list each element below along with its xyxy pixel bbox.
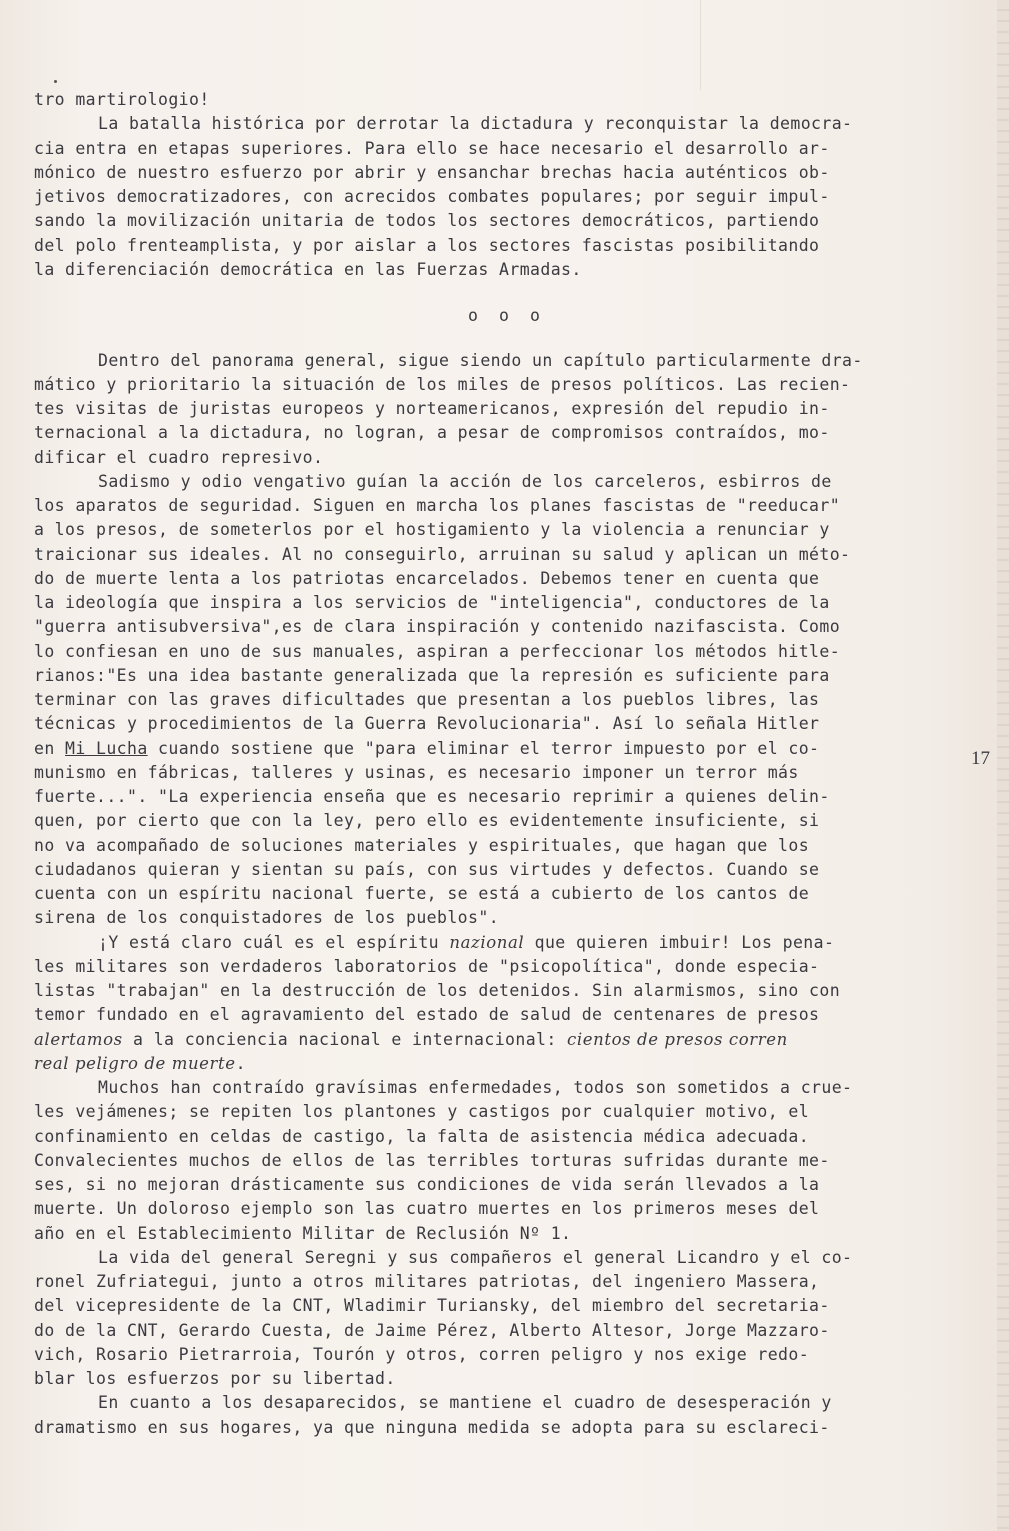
- text-line: La batalla histórica por derrotar la dictadura y reconquistar la democra-: [98, 114, 853, 134]
- text-line: cuenta con un espíritu nacional fuerte, se está a cubierto de los cantos de: [34, 884, 810, 904]
- text-line: do de la CNT, Gerardo Cuesta, de Jaime Pérez, Alberto Altesor, Jorge Mazzaro-: [34, 1320, 830, 1340]
- text-line: ronel Zufriategui, junto a otros militares patriotas, del ingeniero Massera,: [34, 1272, 820, 1292]
- paragraph-p7: [34, 1246, 984, 1392]
- emphasis-text: nazional: [449, 932, 525, 952]
- text-line: dificar el cuadro represivo.: [34, 447, 324, 467]
- text-line: rianos:"Es una idea bastante generalizada que la represión es suficiente para: [34, 665, 830, 685]
- page-edge: [997, 0, 1009, 1531]
- text-line: alertamos a la conciencia nacional e internacional: cientos de presos corren: [34, 1029, 788, 1049]
- text-line: no va acompañado de soluciones materiales y espirituales, que hagan que los: [34, 835, 810, 855]
- text-line: lo confiesan en uno de sus manuales, aspiran a perfeccionar los métodos hitle-: [34, 641, 841, 661]
- text-line: los aparatos de seguridad. Siguen en marcha los planes fascistas de "reeducar": [34, 496, 841, 516]
- text-line: jetivos democratizadores, con acrecidos combates populares; por seguir impul-: [34, 187, 830, 206]
- text-line: del vicepresidente de la CNT, Wladimir Turiansky, del miembro del secretaria-: [34, 1296, 830, 1316]
- text-line: real peligro de muerte.: [34, 1053, 246, 1073]
- ink-speck: [54, 80, 57, 83]
- text-line: tro martirologio!: [34, 90, 210, 109]
- text-line: a los presos, de someterlos por el hostigamiento y la violencia a renunciar y: [34, 520, 830, 540]
- text-line: munismo en fábricas, talleres y usinas, es necesario imponer un terror más: [34, 762, 799, 782]
- text-line: en Mi Lucha cuando sostiene que "para eliminar el terror impuesto por el co-: [34, 738, 820, 758]
- text-line: La vida del general Seregni y sus compañeros el general Licandro y el co-: [98, 1247, 853, 1267]
- underlined-title: Mi Lucha: [65, 738, 148, 758]
- paper-crease: [700, 0, 717, 90]
- text-line: mático y prioritario la situación de los miles de presos políticos. Las recien-: [34, 374, 851, 394]
- text-line: terminar con las graves dificultades que presentan a los pueblos libres, las: [34, 690, 820, 710]
- text-line: ciudadanos quieran y sientan su país, con sus virtudes y defectos. Cuando se: [34, 859, 820, 879]
- text-line: Sadismo y odio vengativo guían la acción de los carceleros, esbirros de: [98, 471, 832, 491]
- text-line: dramatismo en sus hogares, ya que ninguna medida se adopta para su esclareci-: [34, 1417, 830, 1437]
- text-line: sando la movilización unitaria de todos los sectores democráticos, partiendo: [34, 211, 820, 231]
- paragraph-p1: [34, 88, 984, 112]
- text-line: técnicas y procedimientos de la Guerra Revolucionaria". Así lo señala Hitler: [34, 714, 820, 734]
- emphasis-text: real peligro de muerte: [34, 1053, 236, 1073]
- text-line: do de muerte lenta a los patriotas encarcelados. Debemos tener en cuenta que: [34, 568, 820, 588]
- paragraph-p6: [34, 1076, 984, 1246]
- text-line: En cuanto a los desaparecidos, se mantiene el cuadro de desesperación y: [98, 1393, 832, 1413]
- text-line: les vejámenes; se repiten los plantones y castigos por cualquier motivo, el: [34, 1102, 810, 1122]
- text-line: la diferenciación democrática en las Fuerzas Armadas.: [34, 259, 582, 279]
- text-line: la ideología que inspira a los servicios de "inteligencia", conductores de la: [34, 593, 830, 613]
- text-line: vich, Rosario Pietrarroia, Tourón y otros, corren peligro y nos exige redo-: [34, 1344, 810, 1364]
- text-line: mónico de nuestro esfuerzo por abrir y ensanchar brechas hacia auténticos ob-: [34, 162, 830, 182]
- text-line: Muchos han contraído gravísimas enfermedades, todos son sometidos a crue-: [98, 1078, 853, 1098]
- text-line: muerte. Un doloroso ejemplo son las cuatro muertes en los primeros meses del: [34, 1199, 820, 1219]
- text-line: Convalecientes muchos de ellos de las terribles torturas sufridas durante me-: [34, 1150, 830, 1170]
- document-body: [34, 88, 984, 1440]
- text-line: temor fundado en el agravamiento del estado de salud de centenares de presos: [34, 1005, 820, 1025]
- text-line: confinamiento en celdas de castigo, la falta de asistencia médica adecuada.: [34, 1126, 810, 1146]
- text-line: les militares son verdaderos laboratorios de "psicopolítica", donde especia-: [34, 956, 820, 976]
- text-line: quen, por cierto que con la ley, pero ello es evidentemente insuficiente, si: [34, 811, 820, 831]
- paragraph-p5: [34, 931, 984, 1077]
- text-line: ses, si no mejoran drásticamente sus condiciones de vida serán llevados a la: [34, 1175, 820, 1195]
- text-line: cia entra en etapas superiores. Para ello se hace necesario el desarrollo ar-: [34, 138, 830, 158]
- text-line: tes visitas de juristas europeos y norteamericanos, expresión del repudio in-: [34, 399, 830, 419]
- paragraph-p2: [34, 112, 984, 282]
- text-line: traicionar sus ideales. Al no conseguirlo, arruinan su salud y aplican un méto-: [34, 544, 851, 564]
- text-line: "guerra antisubversiva",es de clara inspiración y contenido nazifascista. Como: [34, 617, 841, 637]
- paragraph-sep: [34, 304, 984, 328]
- text-line: o o o: [468, 305, 541, 325]
- text-line: Dentro del panorama general, sigue siendo un capítulo particularmente dra-: [98, 350, 863, 370]
- paragraph-p3: [34, 349, 984, 470]
- text-line: sirena de los conquistadores de los pueblos".: [34, 908, 500, 928]
- text-line: listas "trabajan" en la destrucción de los detenidos. Sin alarmismos, sino con: [34, 981, 841, 1001]
- emphasis-text: cientos de presos corren: [567, 1029, 788, 1049]
- paragraph-p8: [34, 1391, 984, 1440]
- text-line: blar los esfuerzos por su libertad.: [34, 1369, 396, 1389]
- text-line: fuerte...". "La experiencia enseña que es necesario reprimir a quienes delin-: [34, 787, 830, 807]
- text-line: ¡Y está claro cuál es el espíritu nazional que quieren imbuir! Los pena-: [98, 932, 835, 952]
- paragraph-p4: [34, 470, 984, 931]
- text-line: ternacional a la dictadura, no logran, a pesar de compromisos contraídos, mo-: [34, 423, 830, 443]
- text-line: año en el Establecimiento Militar de Reclusión Nº 1.: [34, 1223, 572, 1243]
- page-number: 17: [971, 748, 990, 769]
- emphasis-text: alertamos: [34, 1029, 123, 1049]
- text-line: del polo frenteamplista, y por aislar a los sectores fascistas posibilitando: [34, 235, 820, 255]
